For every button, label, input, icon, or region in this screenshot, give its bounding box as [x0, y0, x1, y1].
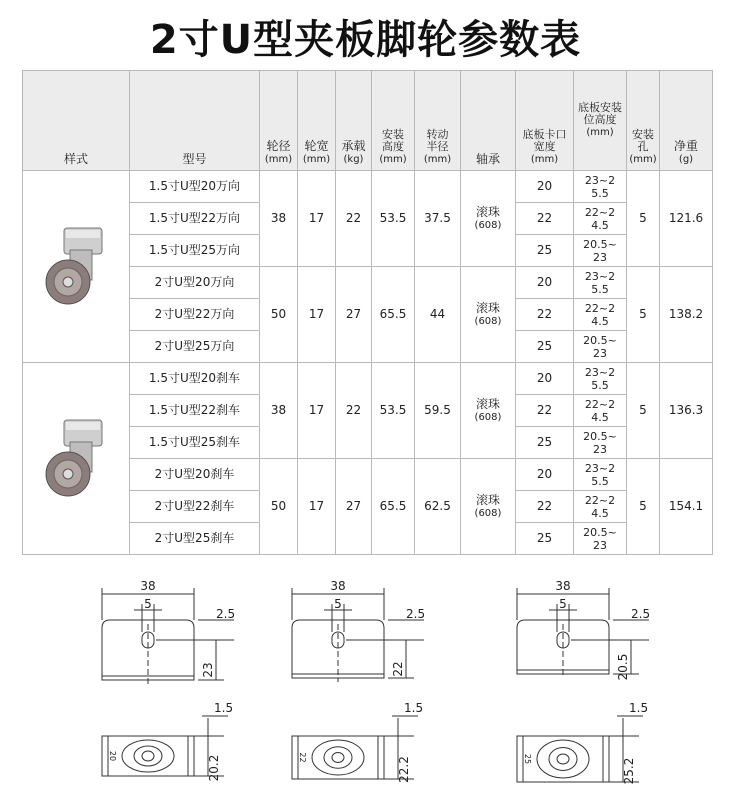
wheel-dia-cell: 50 [260, 459, 298, 555]
swivel-radius-cell: 62.5 [415, 459, 461, 555]
thickness-dim-label: 1.5 [214, 701, 234, 715]
side-dim-label: 25 [523, 753, 532, 765]
thickness-dim-label: 1.5 [404, 701, 424, 715]
weight-cell: 121.6 [660, 171, 713, 267]
model-cell: 2寸U型22刹车 [130, 491, 260, 523]
load-cell: 22 [336, 363, 372, 459]
top-dim-label: 2.5 [406, 607, 426, 621]
model-cell: 1.5寸U型20万向 [130, 171, 260, 203]
hole-dim-label: 5 [334, 597, 342, 611]
bearing-cell: 滚珠 (608) [461, 267, 516, 363]
width-dim-label: 38 [330, 579, 346, 593]
depth-dim-label: 25.2 [622, 757, 636, 785]
wheel-width-cell: 17 [298, 459, 336, 555]
header-bearing: 轴承 [461, 71, 516, 171]
spec-table [22, 70, 713, 555]
side-dim-label: 22 [298, 752, 307, 763]
top-dim-label: 2.5 [216, 607, 236, 621]
weight-cell: 138.2 [660, 267, 713, 363]
plate-width-cell: 22 [516, 395, 574, 427]
caster-image-swivel [23, 171, 130, 363]
header-weight: 净重 (g) [660, 71, 713, 171]
hole-cell: 5 [627, 267, 660, 363]
hole-cell: 5 [627, 363, 660, 459]
model-cell: 2寸U型20万向 [130, 267, 260, 299]
wheel-dia-cell: 50 [260, 267, 298, 363]
plate-height-cell: 23~25.5 [574, 459, 627, 491]
height-dim-label: 20.5 [616, 653, 630, 681]
dimension-drawings [22, 560, 712, 800]
load-cell: 27 [336, 267, 372, 363]
plate-width-cell: 25 [516, 523, 574, 555]
header-hole: 安装孔 (mm) [627, 71, 660, 171]
header-plate-width: 底板卡口宽度 (mm) [516, 71, 574, 171]
plate-height-cell: 23~25.5 [574, 363, 627, 395]
plate-width-cell: 20 [516, 267, 574, 299]
model-cell: 2寸U型22万向 [130, 299, 260, 331]
header-model: 型号 [130, 71, 260, 171]
height-dim-label: 22 [391, 661, 405, 677]
model-cell: 2寸U型20刹车 [130, 459, 260, 491]
bearing-center [557, 754, 569, 764]
header-wheel-width: 轮宽 (mm) [298, 71, 336, 171]
swivel-radius-cell: 44 [415, 267, 461, 363]
width-dim-label: 38 [140, 579, 156, 593]
plate-height-cell: 20.5~23 [574, 523, 627, 555]
bearing-cell: 滚珠 (608) [461, 459, 516, 555]
plate-height-cell: 22~24.5 [574, 491, 627, 523]
model-cell: 1.5寸U型20刹车 [130, 363, 260, 395]
plate-width-cell: 25 [516, 427, 574, 459]
model-cell: 1.5寸U型22刹车 [130, 395, 260, 427]
plate-width-cell: 20 [516, 171, 574, 203]
bearing-outer-ring [537, 740, 589, 778]
plate-width-cell: 22 [516, 203, 574, 235]
top-dim-label: 2.5 [631, 607, 651, 621]
weight-cell: 136.3 [660, 363, 713, 459]
install-height-cell: 53.5 [372, 363, 415, 459]
table-row [23, 171, 713, 203]
plate-width-cell: 25 [516, 331, 574, 363]
swivel-radius-cell: 59.5 [415, 363, 461, 459]
caster-image-brake [23, 363, 130, 555]
plate-width-cell: 22 [516, 299, 574, 331]
plate-height-cell: 20.5~23 [574, 235, 627, 267]
swivel-radius-cell: 37.5 [415, 171, 461, 267]
header-load: 承载 (kg) [336, 71, 372, 171]
header-swivel-radius: 转动半径 (mm) [415, 71, 461, 171]
wheel-width-cell: 17 [298, 363, 336, 459]
header-wheel-dia: 轮径 (mm) [260, 71, 298, 171]
model-cell: 2寸U型25刹车 [130, 523, 260, 555]
install-height-cell: 65.5 [372, 459, 415, 555]
hole-dim-label: 5 [559, 597, 567, 611]
header-plate-height: 底板安装位高度 (mm) [574, 71, 627, 171]
plate-height-cell: 23~25.5 [574, 267, 627, 299]
hole-cell: 5 [627, 459, 660, 555]
wheel-dia-cell: 38 [260, 171, 298, 267]
plate-width-cell: 20 [516, 363, 574, 395]
width-dim-label: 38 [555, 579, 571, 593]
wheel-dia-cell: 38 [260, 363, 298, 459]
load-cell: 27 [336, 459, 372, 555]
bearing-inner-ring [549, 748, 577, 771]
plate-height-cell: 20.5~23 [574, 331, 627, 363]
bearing-cell: 滚珠 (608) [461, 363, 516, 459]
page-title: 2寸U型夹板脚轮参数表 [149, 17, 582, 63]
plate-height-cell: 22~24.5 [574, 395, 627, 427]
plate-height-cell: 23~25.5 [574, 171, 627, 203]
bearing-center [142, 751, 154, 761]
install-height-cell: 65.5 [372, 267, 415, 363]
bearing-cell: 滚珠 (608) [461, 171, 516, 267]
header-style: 样式 [23, 71, 130, 171]
hole-cell: 5 [627, 171, 660, 267]
model-cell: 1.5寸U型25万向 [130, 235, 260, 267]
depth-dim-label: 20.2 [207, 754, 221, 782]
model-cell: 1.5寸U型22万向 [130, 203, 260, 235]
bearing-outer-ring [122, 740, 174, 772]
bearing-inner-ring [324, 747, 352, 769]
load-cell: 22 [336, 171, 372, 267]
wheel-width-cell: 17 [298, 171, 336, 267]
plate-width-cell: 25 [516, 235, 574, 267]
weight-cell: 154.1 [660, 459, 713, 555]
model-cell: 1.5寸U型25刹车 [130, 427, 260, 459]
side-dim-label: 20 [108, 750, 117, 762]
table-header-row [23, 71, 713, 171]
wheel-width-cell: 17 [298, 267, 336, 363]
thickness-dim-label: 1.5 [629, 701, 649, 715]
table-row [23, 363, 713, 395]
depth-dim-label: 22.2 [397, 756, 411, 783]
plate-width-cell: 20 [516, 459, 574, 491]
bearing-center [332, 753, 344, 763]
height-dim-label: 23 [201, 662, 215, 678]
plate-height-cell: 22~24.5 [574, 203, 627, 235]
plate-height-cell: 20.5~23 [574, 427, 627, 459]
plate-width-cell: 22 [516, 491, 574, 523]
header-install-height: 安装高度 (mm) [372, 71, 415, 171]
model-cell: 2寸U型25万向 [130, 331, 260, 363]
bearing-outer-ring [312, 740, 364, 775]
hole-dim-label: 5 [144, 597, 152, 611]
install-height-cell: 53.5 [372, 171, 415, 267]
bearing-inner-ring [134, 746, 162, 766]
plate-height-cell: 22~24.5 [574, 299, 627, 331]
